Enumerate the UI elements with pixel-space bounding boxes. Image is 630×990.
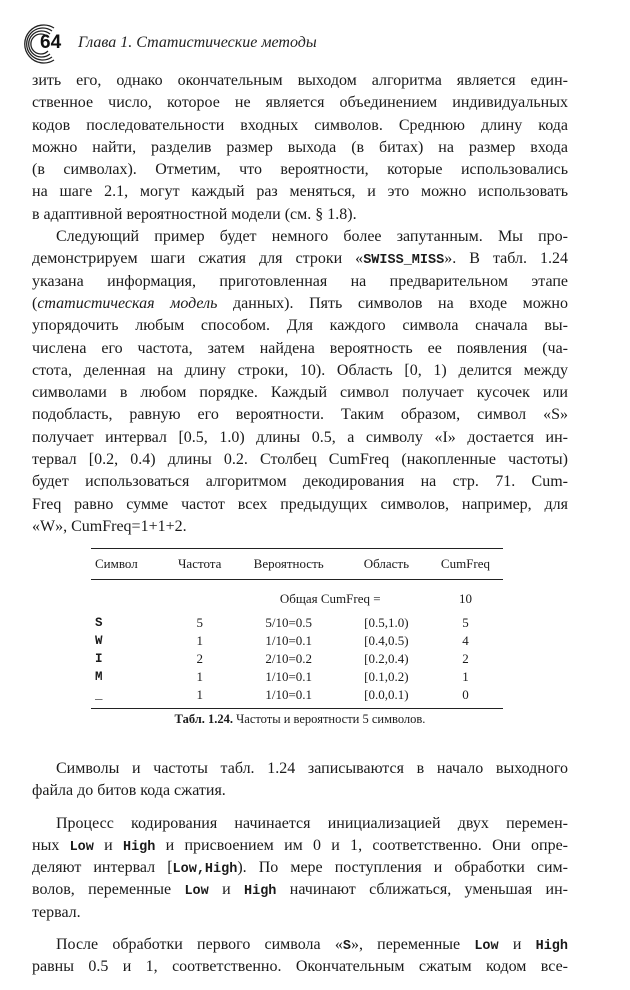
code-variable: S — [342, 939, 351, 955]
cell-symbol: S — [95, 616, 103, 630]
cell-probability: 1/10=0.1 — [233, 686, 345, 709]
running-head: Глава 1. Статистические методы — [78, 34, 317, 51]
text-line: получает интервал [0.5, 1.0) длины 0.5, а символу «I» достается ин- — [32, 428, 568, 446]
page-number: 64 — [40, 32, 62, 53]
column-header: CumFreq — [428, 549, 503, 580]
text-line: указана информация, приготовленная на предварительном этапе — [32, 272, 568, 290]
text-line: зить его, однако окончательным выходом алгоритма является един- — [32, 72, 568, 89]
text-line: деляют интервал [Low,High). По мере поступления и обработки сим- — [32, 859, 568, 878]
total-label: Общая CumFreq = — [279, 591, 381, 606]
text-line: кодов последовательности входных символов. Среднюю длину кода — [32, 116, 568, 134]
column-header: Область — [345, 549, 428, 580]
cell-range: [0.0,0.1) — [345, 686, 428, 709]
text-block-lower — [32, 758, 568, 979]
text-block-upper — [32, 70, 568, 538]
cell-range: [0.2,0.4) — [364, 651, 409, 666]
text-line: символами в любом порядке. Каждый символ получает кусочек или — [32, 384, 568, 402]
code-variable: High — [122, 839, 156, 855]
cell-range: [0.1,0.2) — [364, 669, 409, 684]
code-variable: Low,High — [172, 862, 238, 878]
cell-range: [0.5,1.0) — [364, 615, 409, 630]
text-line: тервал [0.2, 0.4) длины 0.2. Столбец CumFreq (накопленные частоты) — [32, 451, 568, 469]
text-line: будет использоваться алгоритмом декодирования на стр. 71. Cum- — [32, 473, 568, 491]
table-caption — [32, 712, 568, 727]
table-row — [91, 614, 503, 632]
cell-probability: 1/10=0.1 — [265, 669, 313, 684]
text-line: в адаптивной вероятностной модели (см. § 1.8). — [32, 205, 357, 223]
table-row — [91, 632, 503, 650]
emphasis-term: статистическая модель — [37, 294, 218, 312]
cell-probability: 5/10=0.5 — [265, 615, 313, 630]
cell-frequency: 1 — [196, 633, 203, 648]
cell-cumfreq: 4 — [462, 633, 469, 648]
text-line: волов, переменные Low и High начинают сближаться, уменьшая ин- — [32, 881, 568, 900]
text-line: числена его частота, затем найдена вероятность ее появления (ча- — [32, 339, 568, 357]
cell-frequency: 1 — [196, 669, 203, 684]
text-line: (в символах). Отметим, что вероятности, которые использовались — [32, 161, 568, 179]
text-line: После обработки первого символа «S», переменные Low и High — [56, 936, 568, 955]
caption-label: Табл. 1.24. — [174, 712, 234, 726]
cell-frequency: 2 — [196, 651, 203, 666]
text-line: ных Low и High и присвоением им 0 и 1, соответственно. Они опре- — [32, 836, 568, 855]
text-line: Символы и частоты табл. 1.24 записываются в начало выходного — [56, 760, 568, 777]
cell-probability: 2/10=0.2 — [265, 651, 313, 666]
code-variable: High — [535, 939, 568, 955]
cell-cumfreq: 2 — [462, 651, 469, 666]
text-line: демонстрируем шаги сжатия для строки «SWISS_MISS». В табл. 1.24 — [32, 250, 568, 269]
caption-text: Частоты и вероятности 5 символов. — [233, 712, 426, 726]
text-line: Следующий пример будет немного более запутанным. Мы про- — [56, 228, 568, 246]
text-line: можно найти, разделив размер выхода (в битах) на размер входа — [32, 138, 568, 156]
table-row — [91, 668, 503, 686]
text-line: тервал. — [32, 903, 81, 921]
table-header-row — [91, 549, 503, 580]
frequency-table — [91, 548, 503, 709]
text-line: на шаге 2.1, могут каждый раз меняться, и это можно использовать — [32, 183, 568, 201]
column-header: Вероятность — [233, 549, 345, 580]
cell-cumfreq: 5 — [462, 615, 469, 630]
cell-range: [0.4,0.5) — [364, 633, 409, 648]
cell-symbol: W — [95, 634, 103, 648]
table-total-row — [91, 580, 503, 615]
text-line: упорядочить любым способом. Для каждого символа сначала вы- — [32, 317, 568, 335]
text-line: (статистическая модель данных). Пять символов на входе можно — [32, 294, 568, 312]
code-variable: Low — [69, 839, 94, 855]
cell-symbol: I — [95, 652, 103, 666]
text-line: стота, деленная на длину строки, 10). Область [0, 1) делится между — [32, 361, 568, 379]
cell-symbol: M — [95, 670, 103, 684]
cell-symbol: _ — [91, 686, 167, 709]
table-row — [91, 686, 503, 709]
text-line: Freq равно сумме частот всех предыдущих символов, например, для — [32, 495, 568, 513]
code-variable: High — [244, 884, 277, 900]
cell-probability: 1/10=0.1 — [265, 633, 313, 648]
text-line: файла до битов кода сжатия. — [32, 782, 226, 800]
code-variable: Low — [184, 884, 209, 900]
text-line: Процесс кодирования начинается инициализацией двух перемен- — [56, 814, 568, 832]
table-row — [91, 650, 503, 668]
text-line: ственное число, которое не является объединением индивидуальных — [32, 94, 568, 112]
cell-frequency: 5 — [196, 615, 203, 630]
page-header — [14, 22, 614, 66]
column-header: Частота — [167, 549, 233, 580]
total-value: 10 — [458, 591, 472, 606]
cell-frequency: 1 — [167, 686, 233, 709]
text-line: подобласть, равную его вероятности. Таким образом, символ «S» — [32, 406, 568, 424]
text-line: равны 0.5 и 1, соответственно. Окончательным сжатым кодом все- — [32, 958, 568, 976]
cell-cumfreq: 1 — [462, 669, 469, 684]
code-variable: Low — [474, 939, 499, 955]
cell-cumfreq: 0 — [428, 686, 503, 709]
code-string: SWISS_MISS — [363, 253, 445, 269]
column-header: Символ — [91, 549, 167, 580]
text-line: «W», CumFreq=1+1+2. — [32, 517, 187, 535]
